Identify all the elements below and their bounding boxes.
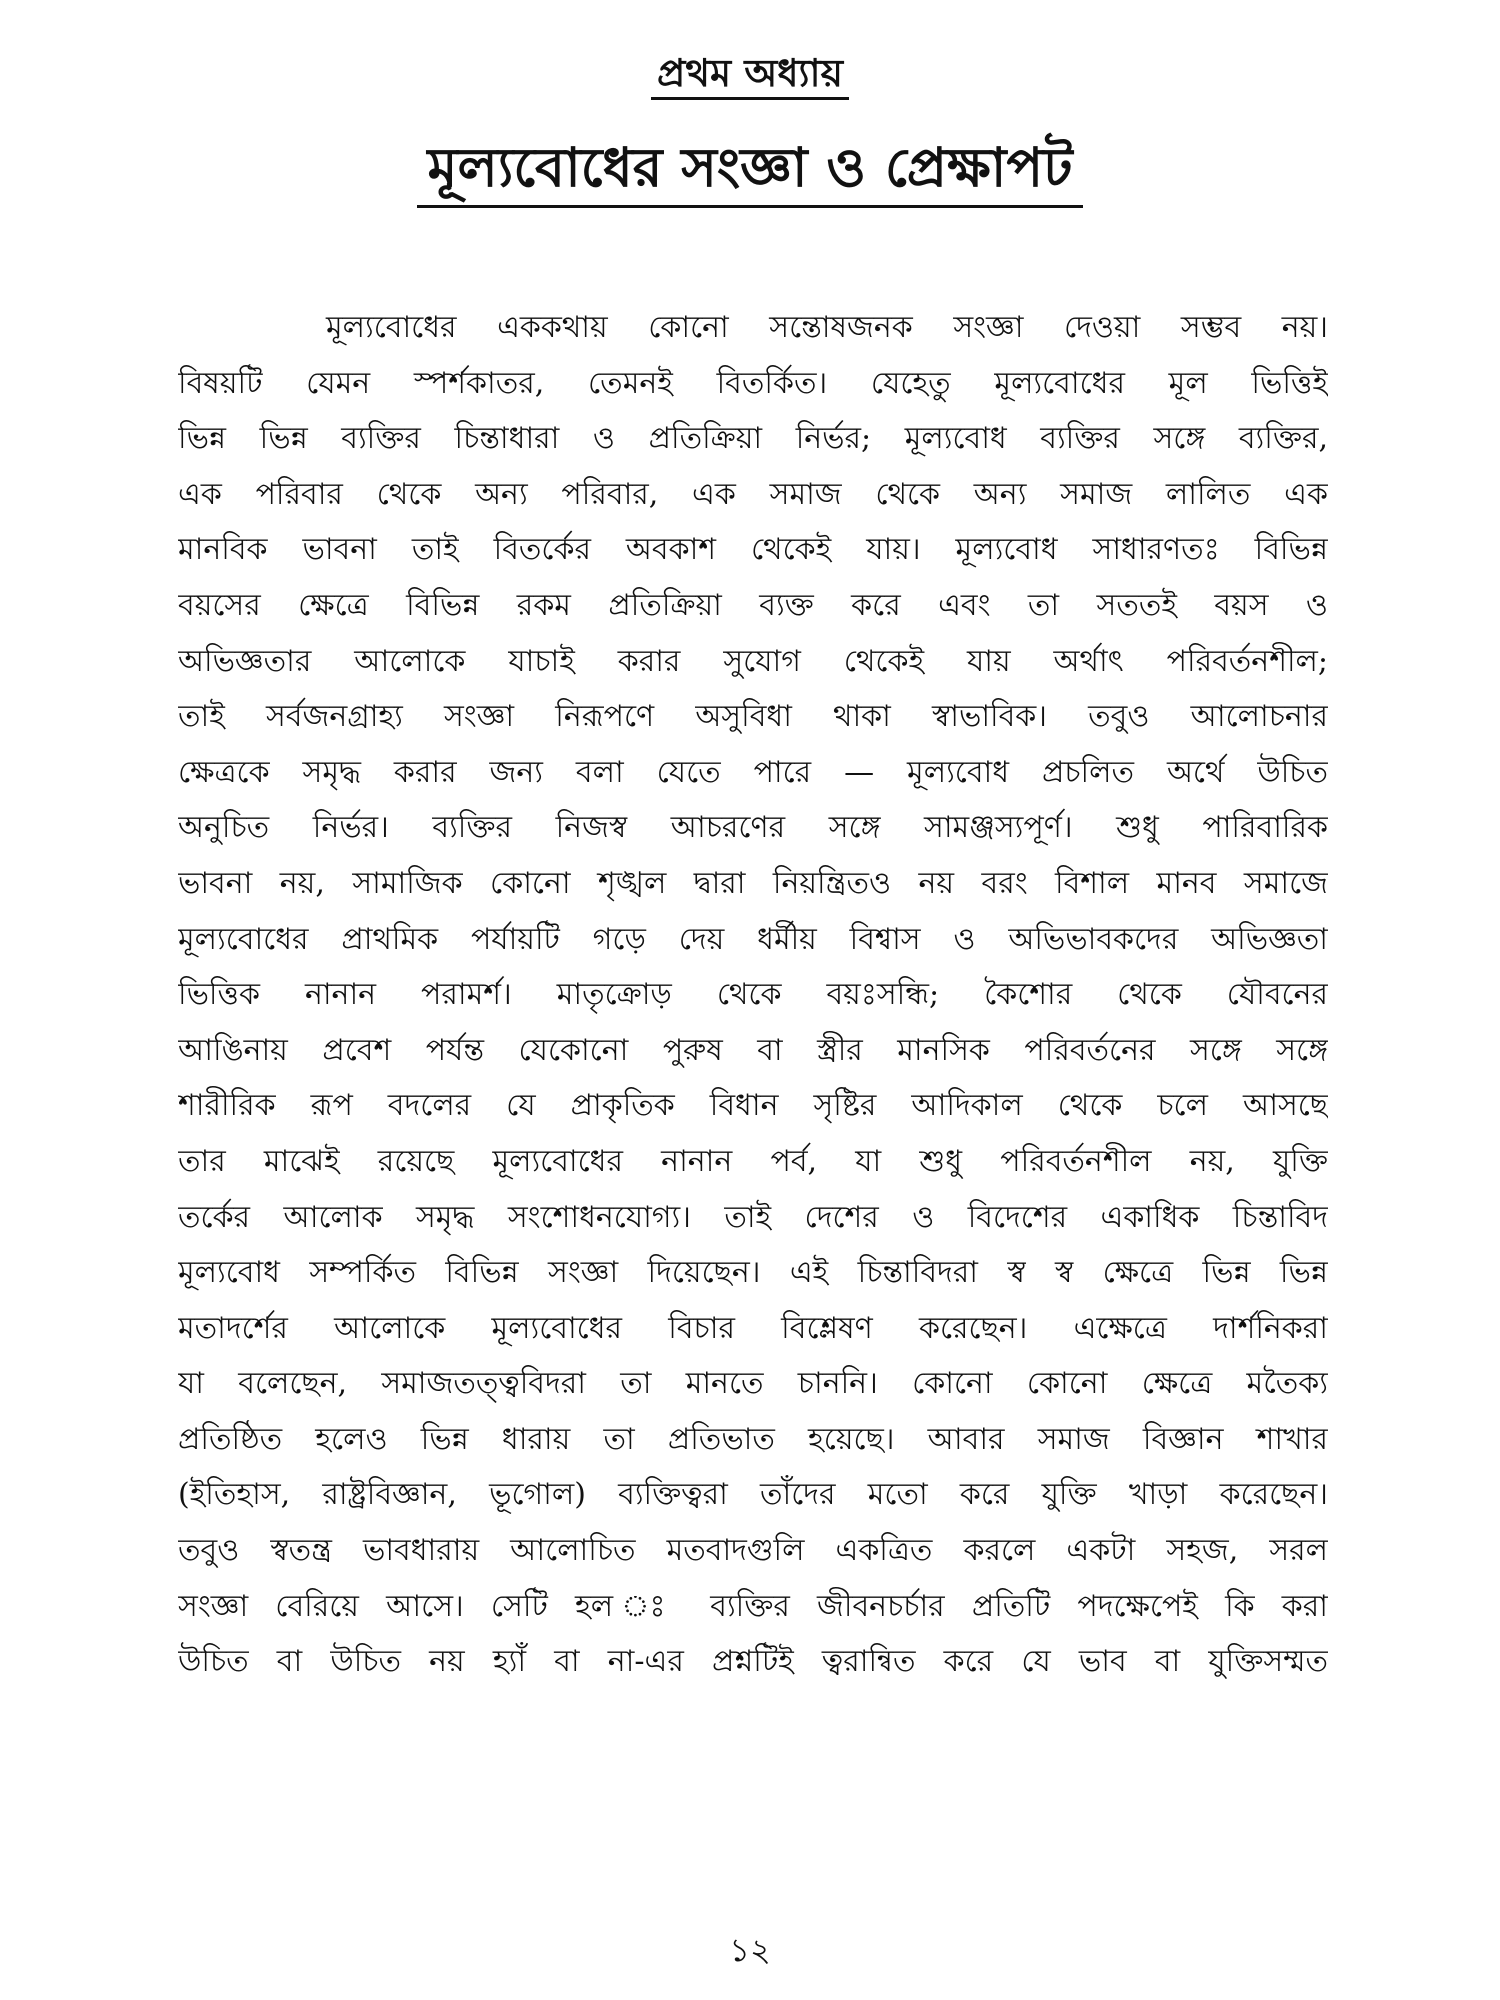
paragraph-line: তর্কের আলোক সমৃদ্ধ সংশোধনযোগ্য। তাই দেশের ও বিদেশের একাধিক চিন্তাবিদ: [178, 1199, 1328, 1235]
body-paragraph: [178, 300, 1328, 1690]
page-number: ১২: [729, 1931, 771, 1969]
paragraph-line: শারীরিক রূপ বদলের যে প্রাকৃতিক বিধান সৃষ্টির আদিকাল থেকে চলে আসছে: [178, 1088, 1328, 1124]
paragraph-line: তাই সর্বজনগ্রাহ্য সংজ্ঞা নিরূপণে অসুবিধা থাকা স্বাভাবিক। তবুও আলোচনার: [178, 699, 1328, 735]
paragraph-line: আঙিনায় প্রবেশ পর্যন্ত যেকোনো পুরুষ বা স্ত্রীর মানসিক পরিবর্তনের সঙ্গে সঙ্গে: [178, 1032, 1328, 1068]
paragraph-line: বয়সের ক্ষেত্রে বিভিন্ন রকম প্রতিক্রিয়া ব্যক্ত করে এবং তা সততই বয়স ও: [178, 587, 1328, 623]
paragraph-line: মূল্যবোধের প্রাথমিক পর্যায়টি গড়ে দেয় ধর্মীয় বিশ্বাস ও অভিভাবকদের অভিজ্ঞতা: [178, 921, 1328, 957]
chapter-title-text: মূল্যবোধের সংজ্ঞা ও প্রেক্ষাপট: [417, 135, 1082, 208]
chapter-label-text: প্রথম অধ্যায়: [651, 50, 849, 100]
paragraph-line: ভাবনা নয়, সামাজিক কোনো শৃঙ্খল দ্বারা নিয়ন্ত্রিতও নয় বরং বিশাল মানব সমাজে: [178, 865, 1328, 901]
paragraph-line: (ইতিহাস, রাষ্ট্রবিজ্ঞান, ভূগোল) ব্যক্তিত্বরা তাঁদের মতো করে যুক্তি খাড়া করেছেন।: [178, 1477, 1328, 1513]
paragraph-line: অভিজ্ঞতার আলোকে যাচাই করার সুযোগ থেকেই যায় অর্থাৎ পরিবর্তনশীল;: [178, 643, 1328, 679]
paragraph-line: এক পরিবার থেকে অন্য পরিবার, এক সমাজ থেকে অন্য সমাজ লালিত এক: [178, 476, 1328, 512]
paragraph-line: মূল্যবোধের এককথায় কোনো সন্তোষজনক সংজ্ঞা দেওয়া সম্ভব নয়।: [326, 310, 1328, 345]
paragraph-line: ভিত্তিক নানান পরামর্শ। মাতৃক্রোড় থেকে বয়ঃসন্ধি; কৈশোর থেকে যৌবনের: [178, 977, 1328, 1013]
paragraph-line: অনুচিত নির্ভর। ব্যক্তির নিজস্ব আচরণের সঙ্গে সামঞ্জস্যপূর্ণ। শুধু পারিবারিক: [178, 810, 1328, 846]
paragraph-line: ক্ষেত্রকে সমৃদ্ধ করার জন্য বলা যেতে পারে — মূল্যবোধ প্রচলিত অর্থে উচিত: [178, 754, 1328, 790]
paragraph-line: মানবিক ভাবনা তাই বিতর্কের অবকাশ থেকেই যায়। মূল্যবোধ সাধারণতঃ বিভিন্ন: [178, 532, 1328, 568]
paragraph-line: প্রতিষ্ঠিত হলেও ভিন্ন ধারায় তা প্রতিভাত হয়েছে। আবার সমাজ বিজ্ঞান শাখার: [178, 1421, 1328, 1457]
paragraph-line: তবুও স্বতন্ত্র ভাবধারায় আলোচিত মতবাদগুলি একত্রিত করলে একটা সহজ, সরল: [178, 1533, 1328, 1569]
chapter-title: [0, 132, 1500, 202]
chapter-label: [0, 48, 1500, 98]
paragraph-line: উচিত বা উচিত নয় হ্যাঁ বা না-এর প্রশ্নটিই ত্বরান্বিত করে যে ভাব বা যুক্তিসম্মত: [178, 1644, 1328, 1680]
paragraph-line: সংজ্ঞা বেরিয়ে আসে। সেটি হল ঃ ব্যক্তির জীবনচর্চার প্রতিটি পদক্ষেপেই কি করা: [178, 1588, 1328, 1624]
paragraph-line: মতাদর্শের আলোকে মূল্যবোধের বিচার বিশ্লেষণ করেছেন। এক্ষেত্রে দার্শনিকরা: [178, 1310, 1328, 1346]
paragraph-line: মূল্যবোধ সম্পর্কিত বিভিন্ন সংজ্ঞা দিয়েছেন। এই চিন্তাবিদরা স্ব স্ব ক্ষেত্রে ভিন্ন ভিন্ন: [178, 1255, 1328, 1291]
paragraph-line: বিষয়টি যেমন স্পর্শকাতর, তেমনই বিতর্কিত। যেহেতু মূল্যবোধের মূল ভিত্তিই: [178, 365, 1328, 401]
paragraph-line: তার মাঝেই রয়েছে মূল্যবোধের নানান পর্ব, যা শুধু পরিবর্তনশীল নয়, যুক্তি: [178, 1143, 1328, 1179]
paragraph-line: ভিন্ন ভিন্ন ব্যক্তির চিন্তাধারা ও প্রতিক্রিয়া নির্ভর; মূল্যবোধ ব্যক্তির সঙ্গে ব্যক্তির,: [178, 421, 1328, 457]
paragraph-line: যা বলেছেন, সমাজতত্ত্ববিদরা তা মানতে চাননি। কোনো কোনো ক্ষেত্রে মতৈক্য: [178, 1366, 1328, 1402]
